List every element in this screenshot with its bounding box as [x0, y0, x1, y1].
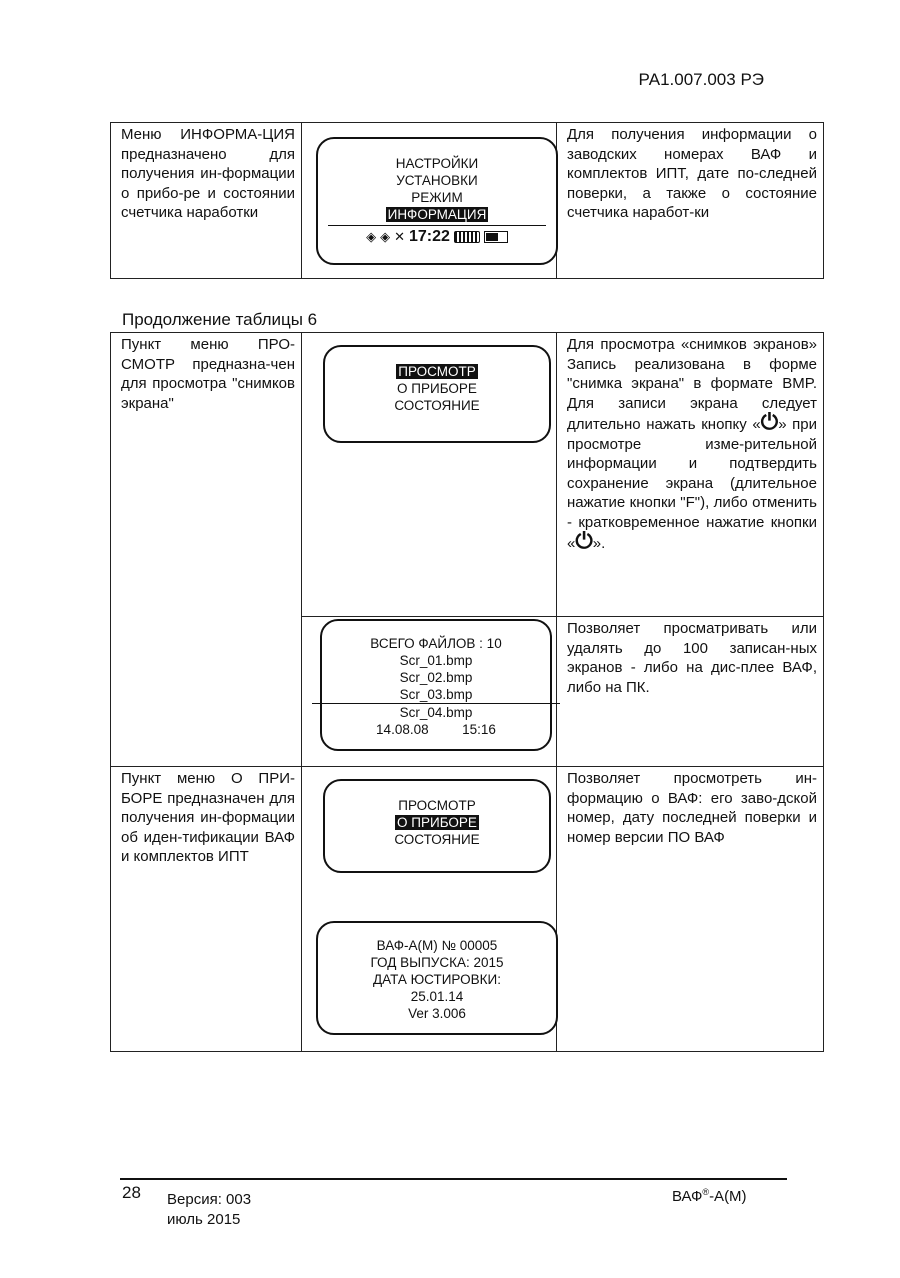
file-item: Scr_01.bmp: [399, 653, 473, 668]
menu-item: УСТАНОВКИ: [396, 173, 478, 188]
info-description: Меню ИНФОРМА-ЦИЯ предназначено для получения ин-формации о прибо-ре и состоянии счетчика наработки: [111, 123, 302, 279]
footer-divider: [120, 1178, 787, 1180]
file-item: Scr_02.bmp: [399, 670, 473, 685]
menu-item: СОСТОЯНИЕ: [394, 832, 480, 847]
sensor-icon: ◈: [366, 229, 377, 244]
about-description: Пункт меню О ПРИ-БОРЕ предназначен для получения ин-формации об иден-тификации ВАФ и комплектов ИПТ: [111, 767, 302, 1052]
about-screen-cell: [302, 767, 557, 1052]
sensor-icon: ◈: [380, 229, 391, 244]
files-screen-cell: [302, 617, 557, 767]
files-details: Позволяет просматривать или удалять до 100 записан-ных экранов - либо на дис-плее ВАФ, либо на ПК.: [557, 617, 824, 767]
firmware-version: Ver 3.006: [408, 1006, 466, 1021]
menu-item-selected: ИНФОРМАЦИЯ: [387, 207, 487, 222]
status-time: 17:22: [408, 228, 450, 245]
product-suffix: -А(М): [709, 1188, 747, 1205]
version-date: июль 2015: [167, 1211, 241, 1228]
registered-mark: ®: [702, 1187, 710, 1197]
menu-item-selected: ПРОСМОТР: [398, 364, 476, 379]
view-details-text: при просмотре изме-рительной информации и подтвердить сохранение экрана (длительное нажатие кнопки "F"), либо отменить - кратковременное нажатие кнопки: [567, 416, 818, 531]
info-table: [110, 122, 824, 279]
device-screen-about-menu: [323, 779, 551, 873]
device-model: ВАФ-А(М) № 00005: [376, 938, 498, 953]
device-screen-about-info: [316, 921, 558, 1035]
status-bar: [318, 228, 556, 245]
document-code: РА1.007.003 РЭ: [638, 70, 764, 89]
info-details: Для получения информации о заводских номерах ВАФ и комплектов ИПТ, дате по-следней поверки, а также о состояние счетчика наработ-ки: [557, 123, 824, 279]
view-screen-cell: [302, 333, 557, 617]
view-details: Для просмотра «снимков экранов» Запись реализована в форме "снимка экрана" в формате BMP. Для записи экрана следует длительно нажать кнопку «⏻» при просмотре изме-рительной информации и подтвердить сохранение экрана (длительное нажатие кнопки "F"), либо отменить - кратковременное нажатие кнопки «⏻».: [557, 333, 824, 617]
table-caption: Продолжение таблицы 6: [122, 310, 318, 329]
calibration-label: ДАТА ЮСТИРОВКИ:: [373, 972, 501, 987]
divider: [328, 225, 546, 226]
version-label: Версия: 003: [167, 1191, 252, 1208]
keyboard-icon: [454, 231, 480, 243]
menu-item: СОСТОЯНИЕ: [394, 398, 480, 413]
view-description: Пункт меню ПРО-СМОТР предназна-чен для просмотра "снимков экрана": [111, 333, 302, 767]
version-info: [167, 1190, 251, 1230]
power-button-icon: ⏻: [575, 528, 593, 553]
device-screen-info-menu: [316, 137, 558, 265]
menu-item-selected: О ПРИБОРЕ: [397, 815, 477, 830]
menu-item: РЕЖИМ: [411, 190, 463, 205]
power-button-icon: ⏻: [760, 409, 779, 434]
menu-item: ПРОСМОТР: [398, 798, 476, 813]
product-base: ВАФ: [672, 1188, 703, 1205]
device-year: ГОД ВЫПУСКА: 2015: [370, 955, 504, 970]
files-total: ВСЕГО ФАЙЛОВ : 10: [370, 636, 502, 651]
calibration-date: 25.01.14: [410, 989, 464, 1004]
file-item: Scr_04.bmp: [399, 705, 473, 720]
file-time: 15:16: [462, 722, 496, 737]
file-item-selected: Scr_03.bmp: [312, 686, 560, 704]
view-details-text: Для записи экрана следует длительно нажать кнопку: [567, 394, 817, 433]
device-screen-view-menu: [323, 345, 551, 443]
page-number: 28: [122, 1183, 141, 1202]
sound-off-icon: ✕: [394, 229, 405, 244]
file-datetime: [322, 721, 550, 738]
product-name: [672, 1187, 747, 1205]
view-details-text: Для просмотра «снимков экранов» Запись реализована в форме "снимка экрана" в формате BMP.: [567, 336, 817, 392]
battery-icon: [484, 231, 508, 243]
menu-item: НАСТРОЙКИ: [395, 156, 479, 171]
file-date: 14.08.08: [376, 722, 429, 737]
continued-table: [110, 332, 824, 1052]
menu-item: О ПРИБОРЕ: [397, 381, 477, 396]
device-screen-files: [320, 619, 552, 751]
info-screen-cell: [302, 123, 557, 279]
about-details: Позволяет просмотреть ин-формацию о ВАФ: его заво-дской номер, дату последней поверки и номер версии ПО ВАФ: [557, 767, 824, 1052]
